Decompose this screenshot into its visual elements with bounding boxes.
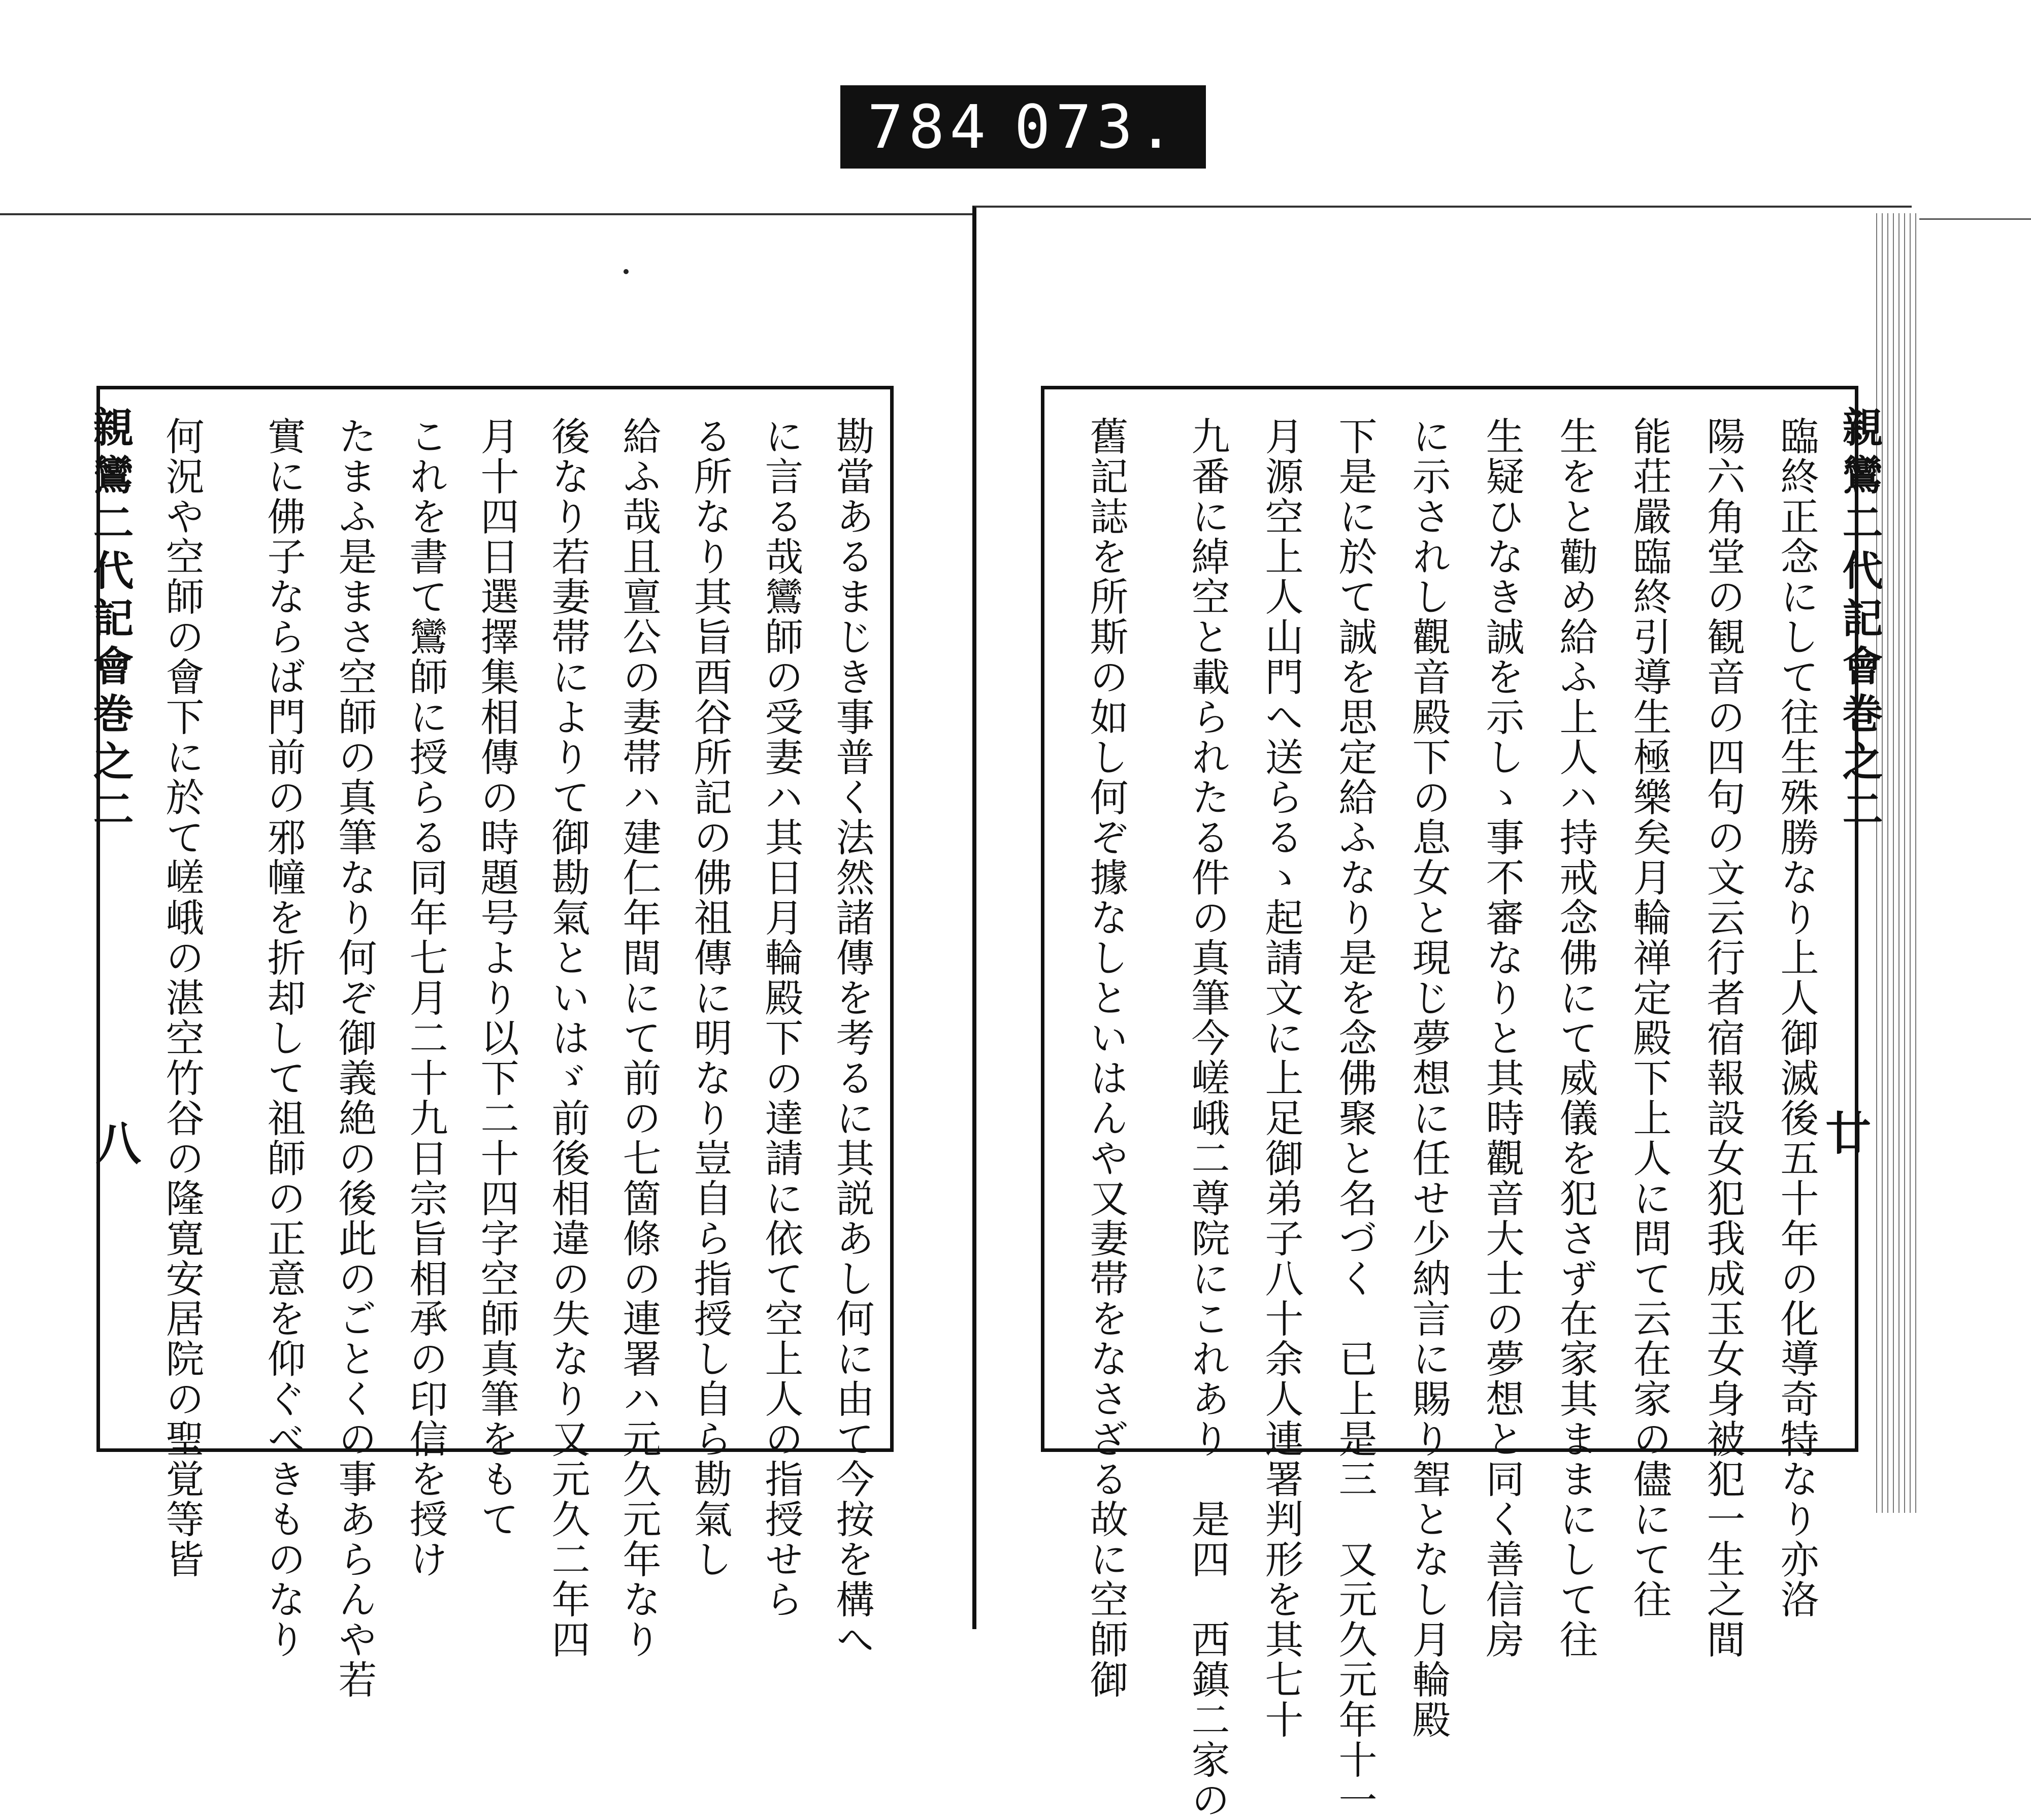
- right-column-9: 九番に綽空と載られたる件の真筆今嵯峨二尊院にこれあり 是四 西鎮二家の: [1185, 416, 1230, 1820]
- left-running-title: 親鸞二代記會巻之二: [86, 406, 134, 836]
- right-column-4: 生をと勸め給ふ上人ハ持戒念佛にて威儀を犯さず在家其ままにして往: [1553, 416, 1598, 1660]
- catalog-number-right: 073.: [1014, 92, 1179, 162]
- left-column-3: る所なり其旨酉谷所記の佛祖傳に明なり豈自ら指授し自ら勘氣し: [687, 416, 733, 1579]
- left-folio-number: 八: [95, 1117, 141, 1171]
- paper-speck: [624, 269, 629, 274]
- right-column-2: 陽六角堂の観音の四句の文云行者宿報設女犯我成玉女身被犯一生之間: [1700, 416, 1746, 1660]
- right-column-10: 舊記誌を所斯の如し何ぞ據なしといはんや又妻帯をなさざる故に空師御: [1084, 416, 1129, 1700]
- right-folio-number: 廿: [1825, 1107, 1871, 1161]
- left-column-2: に言る哉鸞師の受妻ハ其日月輪殿下の達請に依て空上人の指授せら: [759, 416, 804, 1619]
- left-column-9: 實に佛子ならば門前の邪幢を折却して祖師の正意を仰ぐべきものなり: [261, 416, 306, 1660]
- left-column-10: 何況や空師の會下に於て嵯峨の湛空竹谷の隆寛安居院の聖覚等皆: [159, 416, 205, 1579]
- left-column-5: 後なり若妻帯によりて御勘氣といはゞ前後相違の失なり又元久二年四: [545, 416, 591, 1660]
- right-column-1: 臨終正念にして往生殊勝なり上人御滅後五十年の化導奇特なり亦洛: [1774, 416, 1819, 1619]
- right-column-8: 月源空上人山門へ送らるゝ起請文に上足御弟子八十余人連署判形を其七十: [1259, 416, 1304, 1740]
- right-column-3: 能荘嚴臨終引導生極樂矣月輪禅定殿下上人に問て云在家の儘にて往: [1627, 416, 1672, 1619]
- left-column-8: たまふ是まさ空師の真筆なり何ぞ御義絶の後此のごとくの事あらんや若: [332, 416, 377, 1700]
- right-running-title: 親鸞二代記會巻之二: [1836, 406, 1883, 836]
- far-right-sheet: [1919, 218, 2031, 1631]
- left-column-6: 月十四日選擇集相傳の時題号より以下二十四字空師真筆をもて: [474, 416, 519, 1539]
- catalog-number-label: [840, 85, 1206, 169]
- left-column-7: これを書て鸞師に授らる同年七月二十九日宗旨相承の印信を授け: [403, 416, 448, 1579]
- right-column-6: に示されし觀音殿下の息女と現じ夢想に任せ少納言に賜り聟となし月輪殿: [1406, 416, 1451, 1740]
- catalog-number-left: 784: [867, 92, 991, 162]
- right-column-5: 生疑ひなき誠を示しゝ事不審なりと其時觀音大士の夢想と同く善信房: [1480, 416, 1525, 1660]
- left-column-4: 給ふ哉且亶公の妻帯ハ建仁年間にて前の七箇條の連署ハ元久元年なり: [616, 416, 662, 1660]
- left-column-1: 勘當あるまじき事普く法然諸傳を考るに其説あし何に由て今按を構へ: [830, 416, 875, 1660]
- right-column-7: 下是に於て誠を思定給ふなり是を念佛聚と名づく 已上是三 又元久元年十一: [1332, 416, 1378, 1820]
